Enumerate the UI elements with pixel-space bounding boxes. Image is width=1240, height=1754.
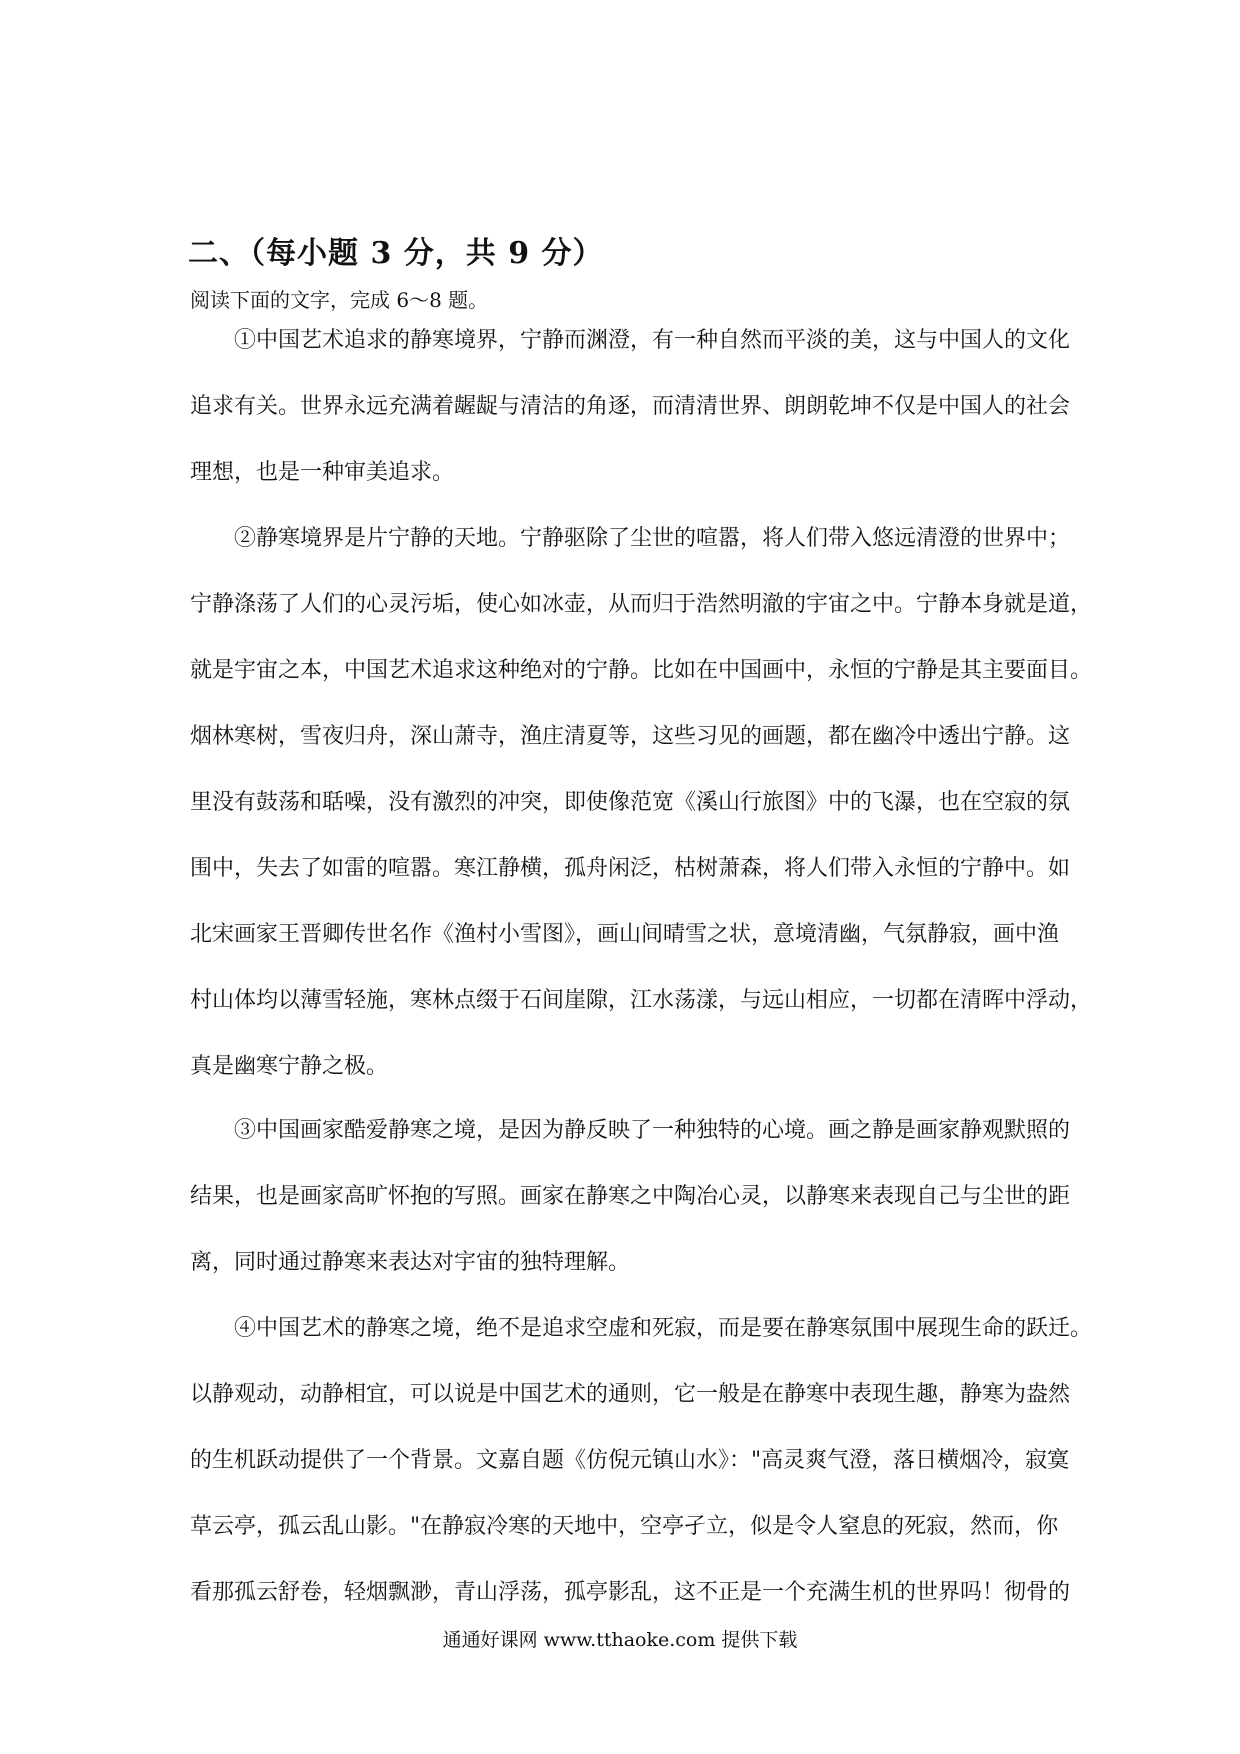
paragraph-line: 草云亭，孤云乱山影。"在静寂冷寒的天地中，空亭孑立，似是令人窒息的死寂，然而，你 xyxy=(190,1514,1059,1539)
paragraph-line: 北宋画家王晋卿传世名作《渔村小雪图》，画山间晴雪之状，意境清幽，气氛静寂，画中渔 xyxy=(190,922,1060,947)
paragraph-line: 看那孤云舒卷，轻烟飘渺，青山浮荡，孤亭影乱，这不正是一个充满生机的世界吗！彻骨的 xyxy=(190,1580,1071,1605)
paragraph-line: 里没有鼓荡和聒噪，没有激烈的冲突，即使像范宽《溪山行旅图》中的飞瀑，也在空寂的氛 xyxy=(190,790,1071,815)
paragraph-line: 以静观动，动静相宜，可以说是中国艺术的通则，它一般是在静寒中表现生趣，静寒为盎然 xyxy=(190,1382,1071,1407)
section-title: 二、（每小题 3 分，共 9 分） xyxy=(188,236,604,271)
paragraph-line: 离，同时通过静寒来表达对宇宙的独特理解。 xyxy=(190,1250,631,1275)
paragraph-1 xyxy=(190,308,1071,506)
page-footer: 通通好课网 www.tthaoke.com 提供下载 xyxy=(442,1629,798,1651)
paragraph-line: 就是宇宙之本，中国艺术追求这种绝对的宁静。比如在中国画中，永恒的宁静是其主要面目。 xyxy=(190,658,1093,683)
paragraph-2 xyxy=(190,506,1093,1100)
paragraph-line: 围中，失去了如雷的喧嚣。寒江静横，孤舟闲泛，枯树萧森，将人们带入永恒的宁静中。如 xyxy=(190,856,1071,881)
paragraph-line: 宁静涤荡了人们的心灵污垢，使心如冰壶，从而归于浩然明澈的宇宙之中。宁静本身就是道， xyxy=(190,592,1093,617)
paragraph-line: 真是幽寒宁静之极。 xyxy=(190,1054,389,1079)
paragraph-line: 烟林寒树，雪夜归舟，深山萧寺，渔庄清夏等，这些习见的画题，都在幽冷中透出宁静。这 xyxy=(190,724,1071,749)
paragraph-line: 追求有关。世界永远充满着龌龊与清洁的角逐，而清清世界、朗朗乾坤不仅是中国人的社会 xyxy=(190,394,1071,419)
paragraph-line: 结果，也是画家高旷怀抱的写照。画家在静寒之中陶冶心灵，以静寒来表现自己与尘世的距 xyxy=(190,1184,1071,1209)
paragraph-line: ④中国艺术的静寒之境，绝不是追求空虚和死寂，而是要在静寒氛围中展现生命的跃迁。 xyxy=(234,1316,1093,1341)
paragraph-line: ①中国艺术追求的静寒境界，宁静而渊澄，有一种自然而平淡的美，这与中国人的文化 xyxy=(234,328,1071,353)
reading-instruction: 阅读下面的文字，完成 6～8 题。 xyxy=(190,288,489,312)
paragraph-3 xyxy=(190,1098,1071,1296)
paragraph-line: 的生机跃动提供了一个背景。文嘉自题《仿倪元镇山水》："高灵爽气澄，落日横烟冷，寂寞 xyxy=(190,1448,1070,1473)
paragraph-line: 村山体均以薄雪轻施，寒林点缀于石间崖隙，江水荡漾，与远山相应，一切都在清晖中浮动， xyxy=(190,988,1093,1013)
paragraph-line: ②静寒境界是片宁静的天地。宁静驱除了尘世的喧嚣，将人们带入悠远清澄的世界中； xyxy=(234,526,1071,551)
paragraph-line: ③中国画家酷爱静寒之境，是因为静反映了一种独特的心境。画之静是画家静观默照的 xyxy=(234,1118,1071,1143)
paragraph-4 xyxy=(190,1296,1093,1626)
paragraph-line: 理想，也是一种审美追求。 xyxy=(190,460,455,485)
